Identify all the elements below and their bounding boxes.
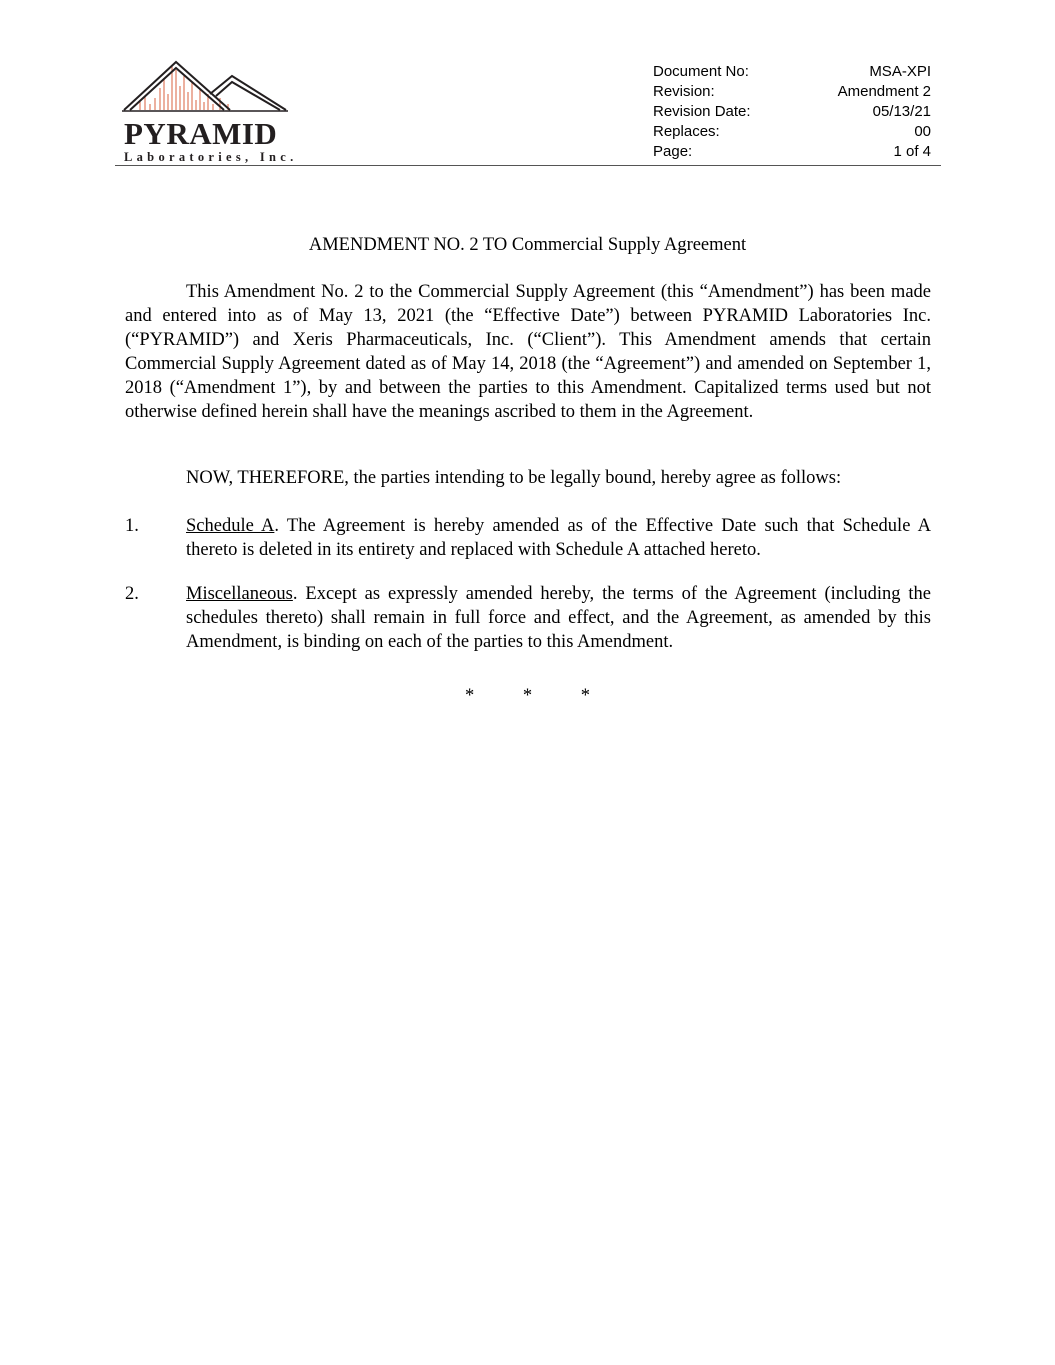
meta-label: Page: <box>653 143 693 160</box>
item-number: 2. <box>125 584 139 604</box>
meta-value: MSA-XPI <box>869 63 931 80</box>
meta-row-revision-date <box>653 102 931 122</box>
document-title: AMENDMENT NO. 2 TO Commercial Supply Agreement <box>308 235 747 255</box>
item-number: 1. <box>125 516 139 536</box>
intro-paragraph: This Amendment No. 2 to the Commercial Supply Agreement (this “Amendment”) has been made and entered into as of May 13, 2021 (the “Effective Date”) between PYRAMID Laboratories Inc. (“PYRAMID”) and Xeris Pharmaceuticals, Inc. (“Client”). This Amendment amends that certain Commercial Supply Agreement dated as of May 14, 2018 (the “Agreement”) and amended on September 1, 2018 (“Amendment 1”), by and between the parties to this Amendment. Capitalized terms used but not otherwise defined herein shall have the meanings ascribed to them in the Agreement. <box>125 282 931 422</box>
item-heading: Miscellaneous <box>186 584 293 604</box>
section-separator: * * * <box>465 686 590 706</box>
meta-row-replaces <box>653 122 931 142</box>
logo-subtitle: Laboratories, Inc. <box>124 150 298 164</box>
logo-wordmark: PYRAMID <box>124 116 278 151</box>
item-heading: Schedule A <box>186 516 275 536</box>
meta-row-page <box>653 142 931 162</box>
meta-label: Document No: <box>653 63 749 80</box>
meta-label: Replaces: <box>653 123 720 140</box>
list-item <box>125 582 931 654</box>
meta-label: Revision: <box>653 83 715 100</box>
company-logo <box>120 58 298 168</box>
item-body <box>186 582 931 654</box>
item-text: . The Agreement is hereby amended as of the Effective Date such that Schedule A thereto is deleted in its entirety and replaced with Schedule A attached hereto. <box>186 516 931 560</box>
meta-value: 00 <box>914 123 931 140</box>
item-body <box>186 514 931 562</box>
header-divider <box>115 165 941 166</box>
meta-value: 1 of 4 <box>893 143 931 160</box>
pyramid-logo-icon <box>120 58 295 118</box>
meta-value: 05/13/21 <box>872 103 931 120</box>
meta-row-document-no <box>653 62 931 82</box>
meta-label: Revision Date: <box>653 103 751 120</box>
item-text: . Except as expressly amended hereby, the terms of the Agreement (including the schedules thereto) shall remain in full force and effect, and the Agreement, as amended by this Amendment, is binding on each of the parties to this Amendment. <box>186 584 931 652</box>
document-meta-table <box>653 62 931 162</box>
now-therefore-paragraph: NOW, THEREFORE, the parties intending to be legally bound, hereby agree as follows: <box>186 468 842 488</box>
list-item <box>125 514 931 562</box>
meta-value: Amendment 2 <box>837 83 931 100</box>
meta-row-revision <box>653 82 931 102</box>
